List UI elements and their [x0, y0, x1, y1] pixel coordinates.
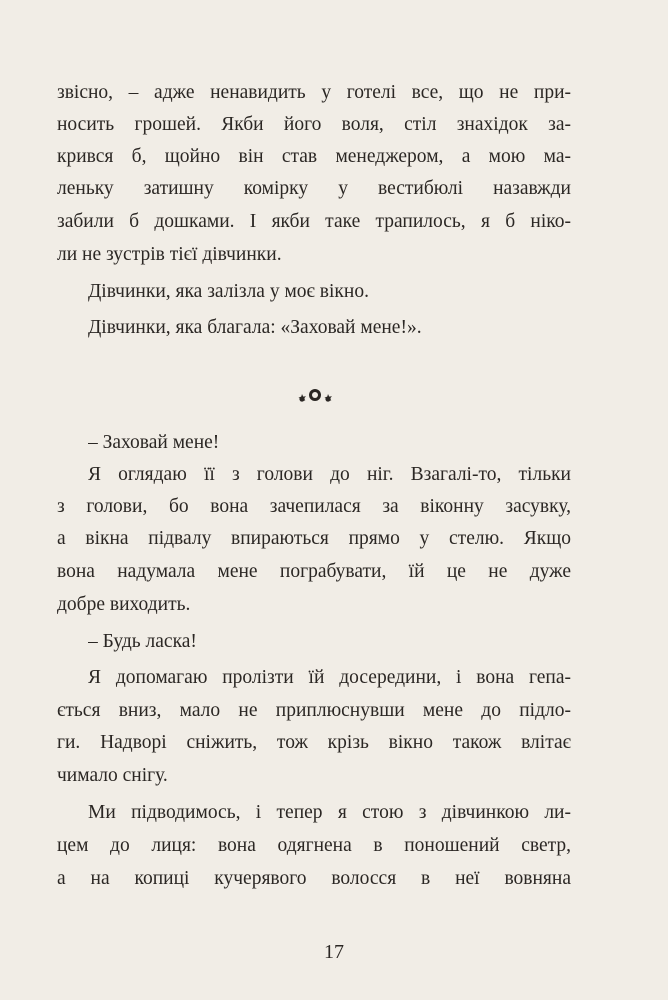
flourish-ornament-icon: [290, 384, 340, 408]
text-line: Дівчинки, яка благала: «Заховай мене!».: [88, 317, 422, 338]
page-number: 17: [324, 941, 344, 963]
text-line: – Будь ласка!: [88, 631, 197, 652]
text-line: Я оглядаю її з голови до ніг. Взагалі-то, тільки: [88, 464, 571, 485]
text-line: носить грошей. Якби його воля, стіл знахідок за-: [57, 114, 571, 135]
text-line: забили б дошками. І якби таке трапилось, я б ніко-: [57, 211, 571, 232]
text-line: ли не зустрів тієї дівчинки.: [57, 244, 282, 265]
text-line: звісно, – адже ненавидить у готелі все, що не при-: [57, 82, 571, 103]
text-line: а вікна підвалу впираються прямо у стелю. Якщо: [57, 528, 571, 549]
text-line: ється вниз, мало не приплюснувши мене до підло-: [57, 700, 571, 721]
text-line: вона надумала мене пограбувати, їй це не дуже: [57, 561, 571, 582]
text-line: – Заховай мене!: [88, 432, 220, 453]
text-line: чимало снігу.: [57, 765, 168, 786]
text-line: з голови, бо вона зачепилася за віконну засувку,: [57, 496, 571, 517]
text-line: добре виходить.: [57, 594, 191, 615]
text-line: цем до лиця: вона одягнена в поношений светр,: [57, 835, 571, 856]
text-line: ги. Надворі сніжить, тож крізь вікно також влітає: [57, 732, 571, 753]
text-line: леньку затишну комірку у вестибюлі назавжди: [57, 178, 571, 199]
text-line: а на копиці кучерявого волосся в неї вовняна: [57, 868, 571, 889]
text-line: крився б, щойно він став менеджером, а мою ма-: [57, 146, 571, 167]
text-line: Дівчинки, яка залізла у моє вікно.: [88, 281, 369, 302]
text-line: Я допомагаю пролізти їй досередини, і вона гепа-: [88, 667, 571, 688]
text-line: Ми підводимось, і тепер я стою з дівчинкою ли-: [88, 802, 571, 823]
